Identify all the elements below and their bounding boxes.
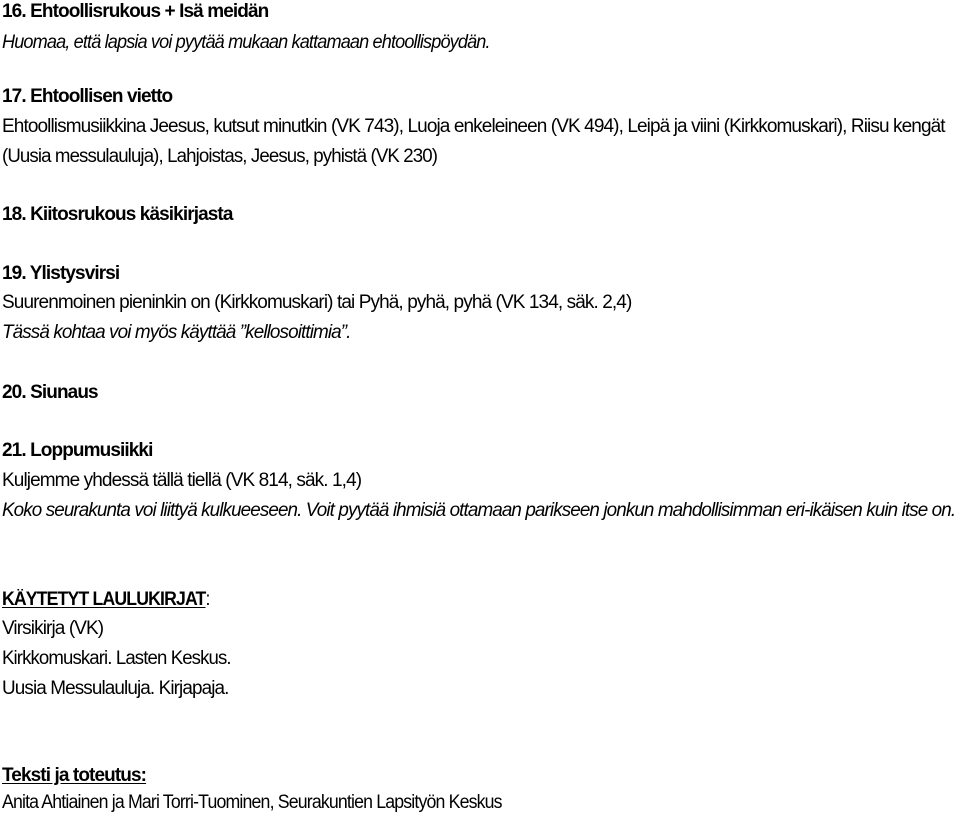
section-16-note: Huomaa, että lapsia voi pyytää mukaan kattamaan ehtoollispöydän. [2,32,490,53]
section-21-heading: 21. Loppumusiikki [2,440,153,461]
section-16-heading: 16. Ehtoollisrukous + Isä meidän [2,1,269,22]
section-20-heading: 20. Siunaus [2,382,98,403]
credits-title: Teksti ja toteutus: [2,765,147,786]
section-17-heading: 17. Ehtoollisen vietto [2,86,173,107]
section-17-body-line1: Ehtoollismusiikkina Jeesus, kutsut minutkin (VK 743), Luoja enkeleineen (VK 494), Leipä ja viini (Kirkkomuskari), Riisu kengät [2,116,945,137]
songbooks-title: KÄYTETYT LAULUKIRJAT [2,589,206,610]
songbook-item: Virsikirja (VK) [2,618,104,639]
section-21-note: Koko seurakunta voi liittyä kulkueeseen. Voit pyytää ihmisiä ottamaan parikseen jonkun mahdollisimman eri-ikäisen kuin itse on. [2,500,956,521]
songbooks-colon: : [205,589,210,610]
section-17-body-line2: (Uusia messulauluja), Lahjoistas, Jeesus, pyhistä (VK 230) [2,146,438,167]
section-21-body: Kuljemme yhdessä tällä tiellä (VK 814, säk. 1,4) [2,470,362,491]
songbooks-heading [2,588,210,612]
songbook-item: Kirkkomuskari. Lasten Keskus. [2,648,231,669]
songbook-item: Uusia Messulauluja. Kirjapaja. [2,678,229,699]
credits-authors: Anita Ahtiainen ja Mari Torri-Tuominen, Seurakuntien Lapsityön Keskus [2,792,502,813]
section-19-heading: 19. Ylistysvirsi [2,263,120,284]
section-19-body: Suurenmoinen pieninkin on (Kirkkomuskari) tai Pyhä, pyhä, pyhä (VK 134, säk. 2,4) [2,292,632,313]
section-18-heading: 18. Kiitosrukous käsikirjasta [2,204,233,225]
section-19-note: Tässä kohtaa voi myös käyttää ”kellosoittimia”. [2,322,351,343]
